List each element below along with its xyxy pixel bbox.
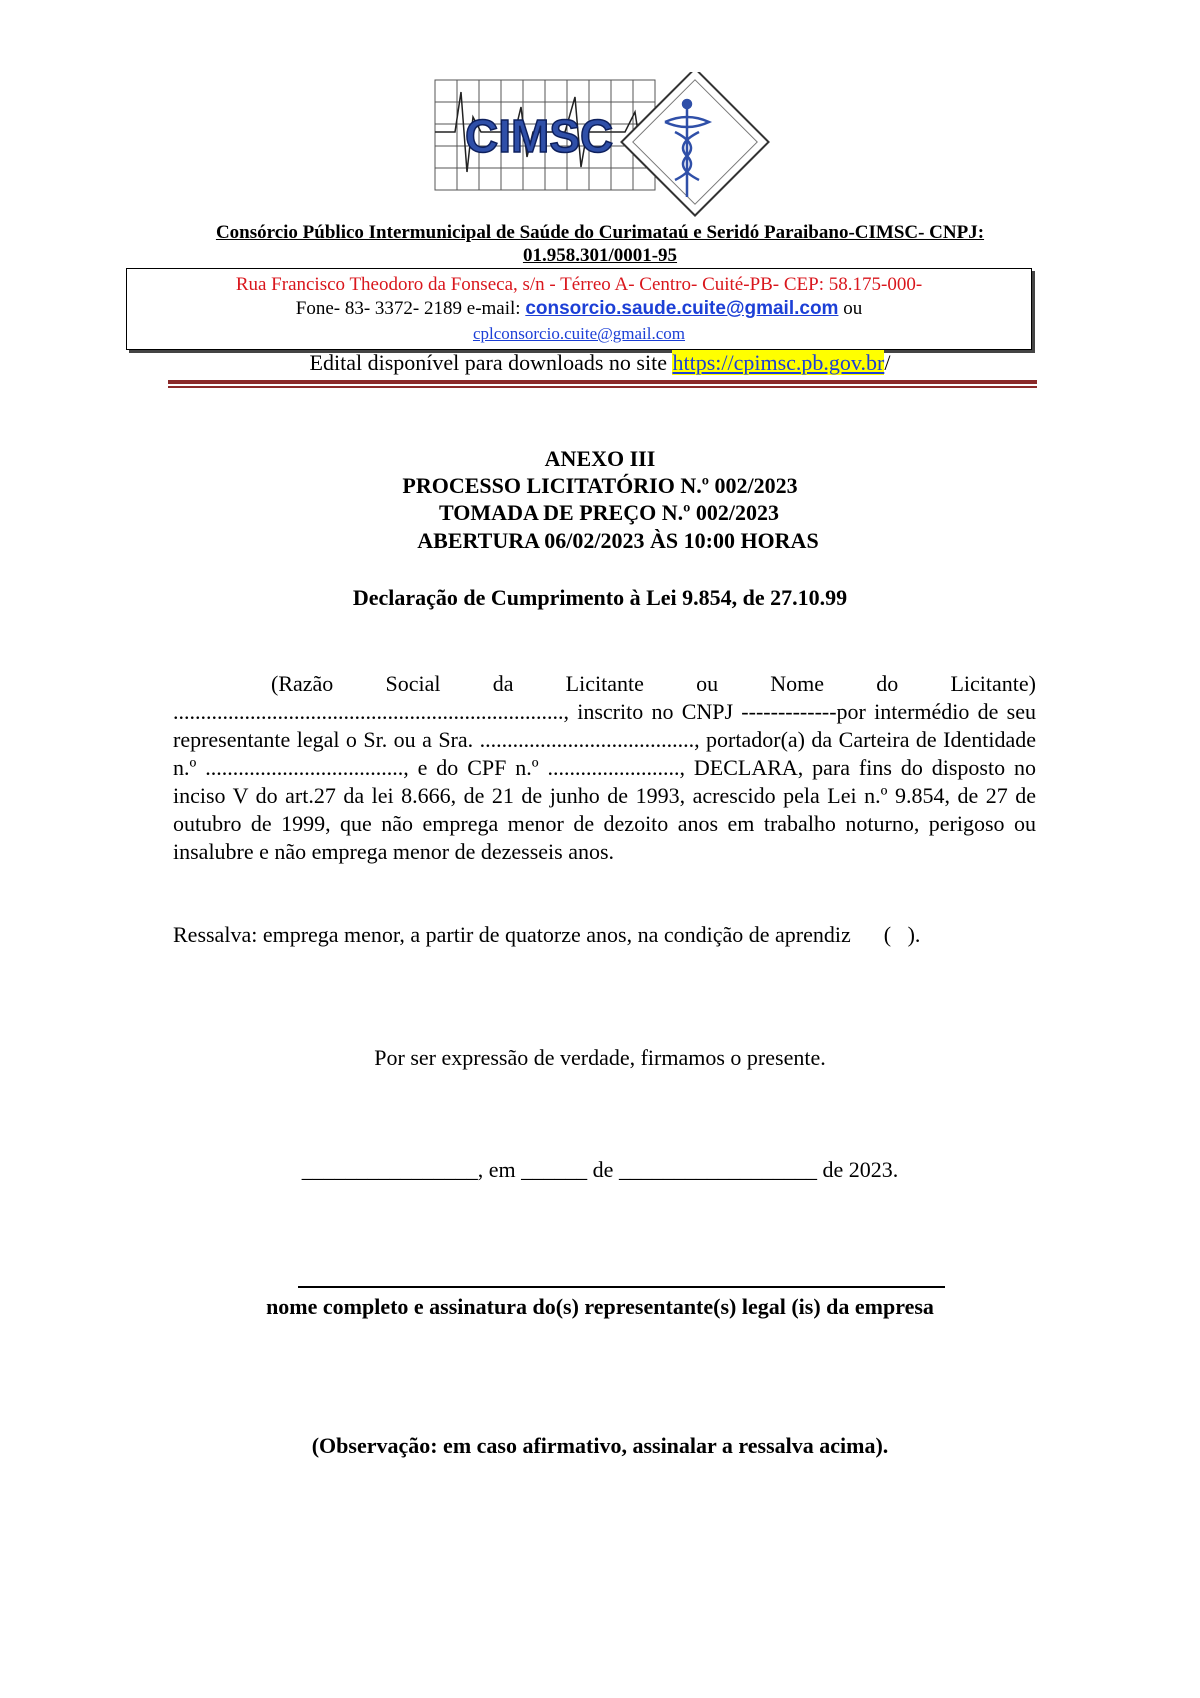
- edital-suffix: /: [884, 350, 891, 375]
- declaration-title: Declaração de Cumprimento à Lei 9.854, de 27.10.99: [352, 585, 848, 610]
- observation-note: (Observação: em caso afirmativo, assinalar a ressalva acima).: [311, 1433, 889, 1458]
- signature-line: [298, 1286, 945, 1288]
- declaration-text: (Razão Social da Licitante ou Nome do Licitante) ......................................................................., inscrito no CNPJ -------------por intermédio de seu representante legal o Sr. ou a Sra. ......................................., portador(a) da Carteira de Identidade n.º ...................................., e do CPF n.º ........................, DECLARA, para fins do disposto no inciso V do art.27 da lei 8.666, de 21 de junho de 1993, acrescido pela Lei n.º 9.854, de 27 de outubro de 1999, que não emprega menor de dezoito anos em trabalho noturno, perigoso ou insalubre e não emprega menor de dezesseis anos.: [173, 671, 1036, 864]
- edital-download-line: [0, 350, 1200, 376]
- ressalva-line: Ressalva: emprega menor, a partir de quatorze anos, na condição de aprendiz ( ).: [173, 922, 921, 947]
- annex-title: ANEXO III: [544, 446, 656, 471]
- edital-prefix: Edital disponível para downloads no site: [309, 350, 673, 375]
- email-separator: ou: [838, 298, 863, 319]
- signature-caption: nome completo e assinatura do(s) representante(s) legal (is) da empresa: [266, 1294, 934, 1319]
- opening-date: ABERTURA 06/02/2023 ÀS 10:00 HORAS: [417, 528, 819, 553]
- diamond-shape: [621, 72, 768, 216]
- organization-cnpj: 01.958.301/0001-95: [522, 245, 678, 266]
- process-number: PROCESSO LICITATÓRIO N.º 002/2023: [402, 473, 798, 498]
- edital-site-link[interactable]: https://cpimsc.pb.gov.br: [672, 350, 885, 375]
- logo-text: CIMSC: [465, 110, 614, 162]
- cimsc-logo: [425, 72, 785, 220]
- header-divider-thin: [168, 386, 1037, 388]
- email-link-primary[interactable]: consorcio.saude.cuite@gmail.com: [525, 298, 839, 319]
- address-line: Rua Francisco Theodoro da Fonseca, s/n - Térreo A- Centro- Cuité-PB- CEP: 58.175-000-: [235, 274, 923, 295]
- email-secondary-line: [127, 324, 1031, 344]
- truth-statement: Por ser expressão de verdade, firmamos o presente.: [374, 1045, 826, 1070]
- phone-email-line: [127, 298, 1031, 320]
- phone-text: Fone- 83- 3372- 2189 e-mail:: [295, 298, 526, 319]
- price-quote-number: TOMADA DE PREÇO N.º 002/2023: [439, 500, 779, 525]
- header-divider: [168, 380, 1037, 384]
- email-link-secondary[interactable]: cplconsorcio.cuite@gmail.com: [472, 324, 686, 343]
- organization-name: Consórcio Público Intermunicipal de Saúde do Curimataú e Seridó Paraibano-CIMSC- CNPJ:: [215, 222, 985, 243]
- declaration-paragraph: [173, 670, 1036, 866]
- date-place-line: ________________, em ______ de __________________ de 2023.: [301, 1157, 899, 1182]
- contact-box: [126, 268, 1032, 350]
